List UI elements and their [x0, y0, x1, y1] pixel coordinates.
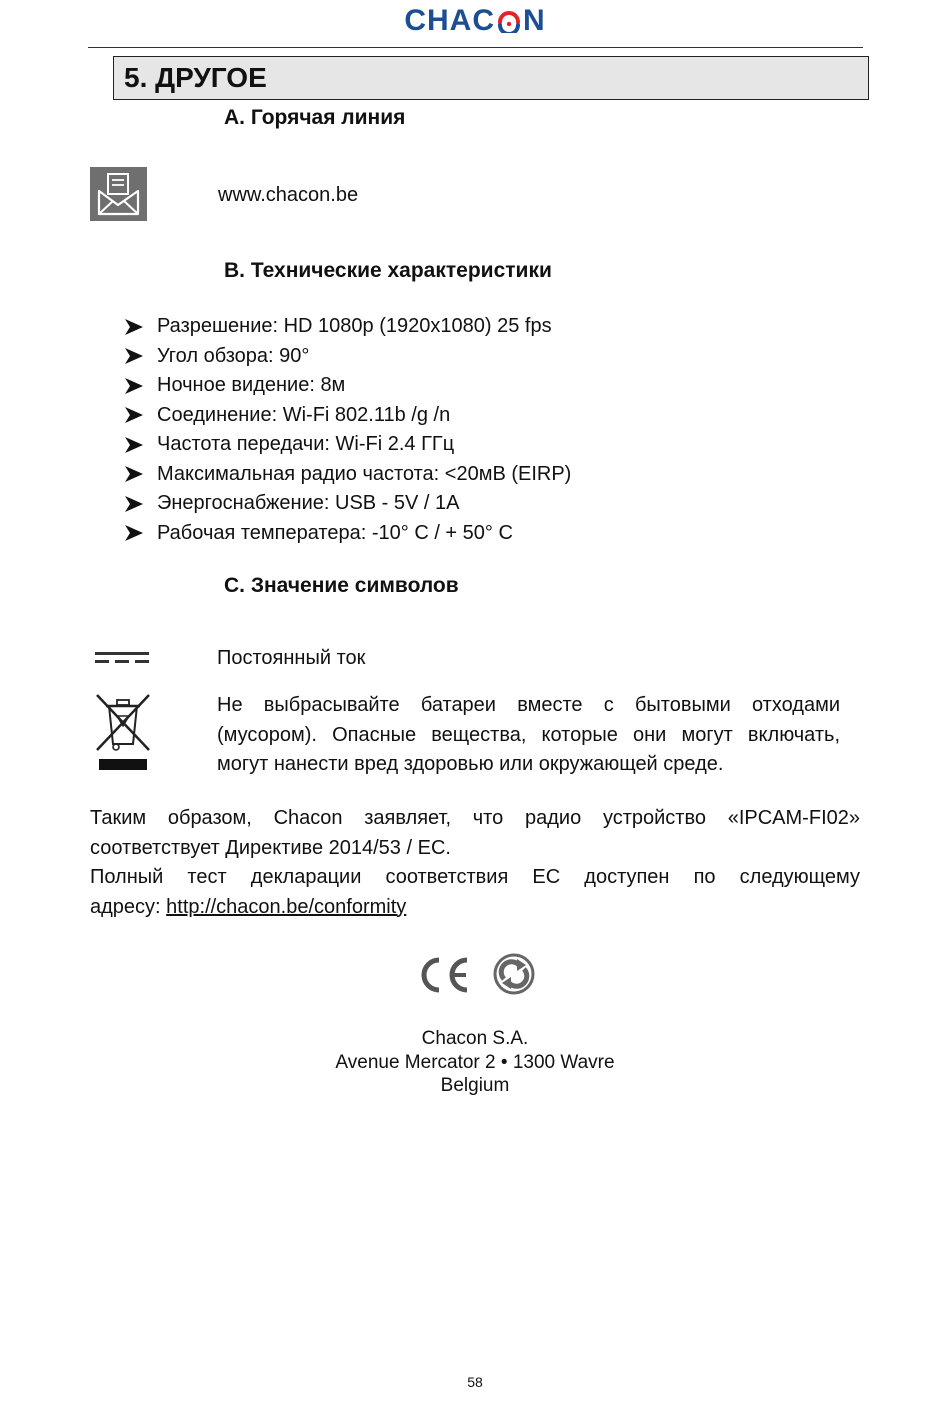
spec-text: Частота передачи: Wi-Fi 2.4 ГГц: [157, 433, 455, 455]
conformity-link[interactable]: http://chacon.be/conformity: [166, 895, 407, 918]
dc-current-icon: [95, 650, 149, 666]
list-item: [124, 401, 571, 431]
list-item: [124, 460, 571, 490]
page-number: 58: [467, 1374, 483, 1390]
list-item: [124, 489, 571, 519]
declaration-text: [90, 804, 860, 922]
header-rule: [88, 47, 863, 48]
company-address: Avenue Mercator 2 • 1300 Wavre: [335, 1051, 615, 1073]
spec-text: Соединение: Wi-Fi 802.11b /g /n: [157, 403, 451, 426]
declaration-line-3: Полный тест декларации соответствия ЕС доступен по следующему: [90, 866, 860, 888]
hotline-url[interactable]: www.chacon.be: [218, 184, 359, 206]
ce-mark-icon: [417, 956, 473, 994]
logo-text-part1: CHAC: [404, 4, 495, 37]
list-item: [124, 342, 571, 372]
list-item: [124, 312, 571, 342]
arrow-bullet-icon: [124, 465, 157, 483]
declaration-address-label: адресу:: [90, 895, 167, 918]
arrow-bullet-icon: [124, 436, 157, 454]
bin-line-3: могут нанести вред здоровью или окружающей среде.: [217, 753, 724, 775]
section-title: 5. ДРУГОЕ: [124, 62, 267, 93]
logo-o-icon: [496, 7, 522, 33]
company-block: [0, 1027, 950, 1098]
company-country: Belgium: [440, 1075, 510, 1096]
bin-line-1: Не выбрасывайте батареи вместе с бытовыми отходами: [217, 694, 840, 716]
dc-current-text: Постоянный ток: [217, 647, 366, 669]
arrow-bullet-icon: [124, 495, 157, 513]
chacon-logo: [0, 4, 950, 38]
hotline-heading: A. Горячая линия: [224, 106, 406, 129]
bin-line-2: (мусором). Опасные вещества, которые они могут включать,: [217, 723, 840, 746]
arrow-bullet-icon: [124, 377, 157, 395]
envelope-icon: [90, 167, 147, 221]
specs-list: [124, 312, 571, 548]
spec-text: Энергоснабжение: USB - 5V / 1A: [157, 492, 460, 514]
list-item: [124, 371, 571, 401]
spec-text: Максимальная радио частота: <20мВ (EIRP): [157, 462, 572, 485]
specs-heading: B. Технические характеристики: [224, 259, 552, 282]
spec-text: Рабочая температера: -10° C / + 50° C: [157, 521, 513, 544]
green-dot-icon: [493, 953, 535, 995]
declaration-line-1: Таким образом, Chacon заявляет, что радио устройство «IPCAM-FI02»: [90, 807, 860, 829]
spec-text: Разрешение: HD 1080p (1920x1080) 25 fps: [157, 315, 552, 337]
arrow-bullet-icon: [124, 406, 157, 424]
list-item: [124, 430, 571, 460]
crossed-bin-icon: [95, 692, 151, 774]
arrow-bullet-icon: [124, 524, 157, 542]
list-item: [124, 519, 571, 549]
spec-text: Угол обзора: 90°: [157, 344, 310, 367]
arrow-bullet-icon: [124, 318, 157, 336]
symbols-heading: C. Значение символов: [224, 574, 459, 597]
logo-text-part2: N: [523, 4, 546, 37]
declaration-line-4: [90, 893, 860, 923]
battery-disposal-text: [217, 691, 840, 780]
company-name: Chacon S.A.: [421, 1028, 529, 1049]
declaration-line-2: соответствует Директиве 2014/53 / ЕС.: [90, 836, 451, 859]
arrow-bullet-icon: [124, 347, 157, 365]
spec-text: Ночное видение: 8м: [157, 374, 346, 396]
